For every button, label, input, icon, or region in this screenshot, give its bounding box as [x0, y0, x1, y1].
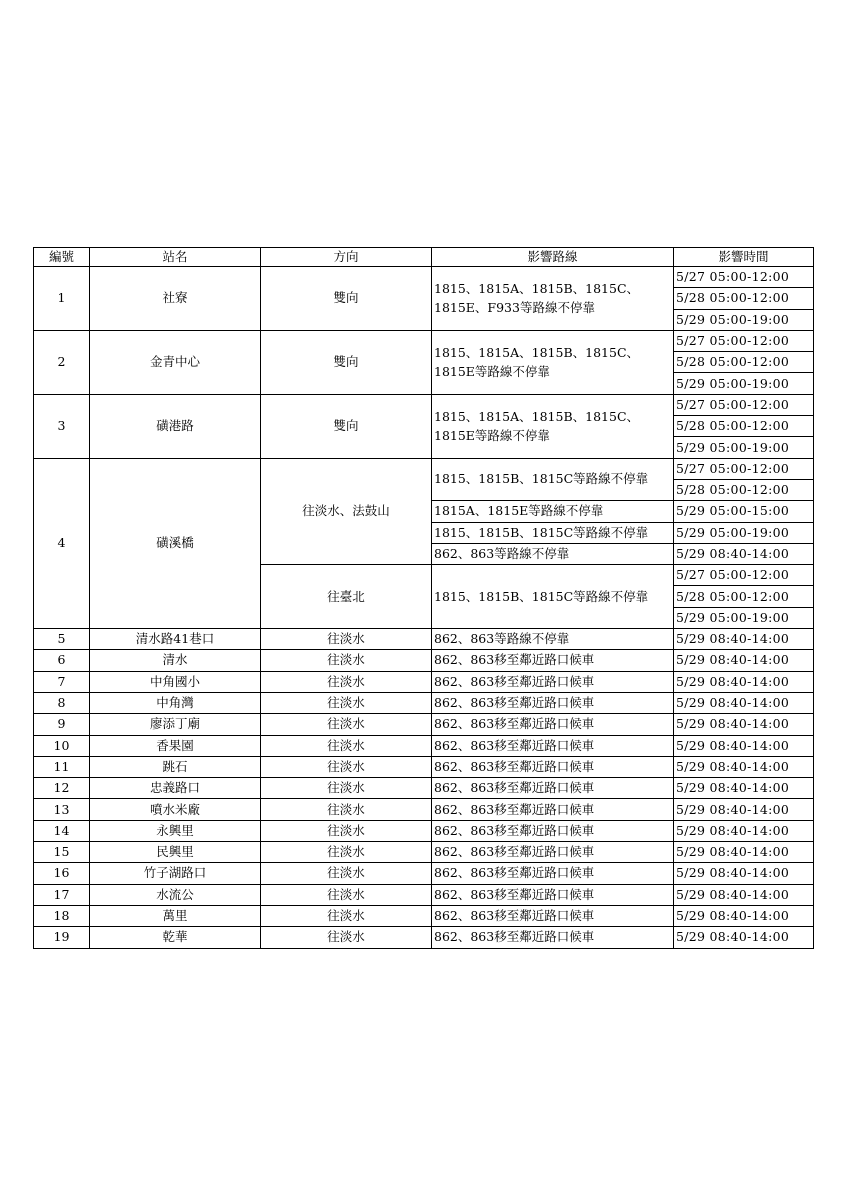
- table-row: [34, 629, 814, 650]
- direction: 往淡水: [261, 629, 432, 650]
- affected-time: 5/27 05:00-12:00: [674, 394, 814, 415]
- table-row: [34, 714, 814, 735]
- table-row: [34, 905, 814, 926]
- affected-time: 5/29 08:40-14:00: [674, 820, 814, 841]
- affected-routes: 862、863移至鄰近路口候車: [432, 842, 674, 863]
- row-number: 15: [34, 842, 90, 863]
- row-number: 13: [34, 799, 90, 820]
- direction: 往淡水: [261, 714, 432, 735]
- affected-routes: 862、863移至鄰近路口候車: [432, 714, 674, 735]
- row-number: 10: [34, 735, 90, 756]
- stop-name: 永興里: [90, 820, 261, 841]
- affected-time: 5/29 05:00-15:00: [674, 501, 814, 522]
- row-number: 3: [34, 394, 90, 458]
- affected-routes: 862、863移至鄰近路口候車: [432, 778, 674, 799]
- table-row: [34, 735, 814, 756]
- header-affected-time: 影響時間: [674, 248, 814, 267]
- direction: 往淡水: [261, 692, 432, 713]
- direction: 雙向: [261, 330, 432, 394]
- direction: 往淡水: [261, 799, 432, 820]
- affected-routes: 1815、1815A、1815B、1815C、1815E、F933等路線不停靠: [432, 267, 674, 331]
- affected-routes: 862、863等路線不停靠: [432, 543, 674, 564]
- affected-routes: 862、863移至鄰近路口候車: [432, 927, 674, 948]
- affected-time: 5/29 08:40-14:00: [674, 778, 814, 799]
- table-row: [34, 267, 814, 288]
- affected-routes: 862、863移至鄰近路口候車: [432, 650, 674, 671]
- affected-routes: 862、863移至鄰近路口候車: [432, 756, 674, 777]
- affected-routes: 862、863移至鄰近路口候車: [432, 884, 674, 905]
- direction: 往淡水: [261, 778, 432, 799]
- affected-routes: 862、863移至鄰近路口候車: [432, 799, 674, 820]
- row-number: 1: [34, 267, 90, 331]
- stop-name: 竹子湖路口: [90, 863, 261, 884]
- table-row: [34, 799, 814, 820]
- row-number: 11: [34, 756, 90, 777]
- affected-time: 5/29 08:40-14:00: [674, 905, 814, 926]
- affected-time: 5/29 08:40-14:00: [674, 735, 814, 756]
- affected-time: 5/27 05:00-12:00: [674, 330, 814, 351]
- table-row: [34, 884, 814, 905]
- affected-routes: 862、863移至鄰近路口候車: [432, 671, 674, 692]
- row-number: 18: [34, 905, 90, 926]
- table-row: [34, 650, 814, 671]
- table-row: [34, 394, 814, 415]
- affected-time: 5/29 08:40-14:00: [674, 756, 814, 777]
- affected-routes: 862、863移至鄰近路口候車: [432, 863, 674, 884]
- affected-routes: 1815、1815A、1815B、1815C、1815E等路線不停靠: [432, 330, 674, 394]
- stop-name: 清水路41巷口: [90, 629, 261, 650]
- stop-name: 清水: [90, 650, 261, 671]
- stop-name: 忠義路口: [90, 778, 261, 799]
- affected-routes: 862、863等路線不停靠: [432, 629, 674, 650]
- affected-time: 5/29 08:40-14:00: [674, 692, 814, 713]
- affected-time: 5/29 08:40-14:00: [674, 799, 814, 820]
- affected-routes: 862、863移至鄰近路口候車: [432, 820, 674, 841]
- table-row: [34, 863, 814, 884]
- direction: 往淡水: [261, 671, 432, 692]
- direction: 往淡水: [261, 650, 432, 671]
- header-number: 編號: [34, 248, 90, 267]
- affected-routes: 1815、1815B、1815C等路線不停靠: [432, 522, 674, 543]
- row-number: 5: [34, 629, 90, 650]
- stop-name: 民興里: [90, 842, 261, 863]
- direction: 往淡水: [261, 756, 432, 777]
- direction: 往淡水、法鼓山: [261, 458, 432, 564]
- affected-time: 5/29 08:40-14:00: [674, 927, 814, 948]
- bus-stop-impact-table: [33, 247, 814, 949]
- table-row: [34, 692, 814, 713]
- row-number: 6: [34, 650, 90, 671]
- affected-routes: 1815、1815A、1815B、1815C、1815E等路線不停靠: [432, 394, 674, 458]
- direction: 往淡水: [261, 842, 432, 863]
- row-number: 4: [34, 458, 90, 628]
- affected-routes: 862、863移至鄰近路口候車: [432, 905, 674, 926]
- stop-name: 香果園: [90, 735, 261, 756]
- row-number: 12: [34, 778, 90, 799]
- table-row: [34, 842, 814, 863]
- row-number: 8: [34, 692, 90, 713]
- direction: 往淡水: [261, 884, 432, 905]
- header-stop-name: 站名: [90, 248, 261, 267]
- affected-time: 5/29 05:00-19:00: [674, 373, 814, 394]
- affected-routes: 1815、1815B、1815C等路線不停靠: [432, 565, 674, 629]
- table-row: [34, 671, 814, 692]
- header-affected-routes: 影響路線: [432, 248, 674, 267]
- row-number: 14: [34, 820, 90, 841]
- direction: 往淡水: [261, 905, 432, 926]
- affected-time: 5/28 05:00-12:00: [674, 352, 814, 373]
- header-direction: 方向: [261, 248, 432, 267]
- direction: 往淡水: [261, 927, 432, 948]
- stop-name: 中角國小: [90, 671, 261, 692]
- table-row: [34, 778, 814, 799]
- affected-time: 5/29 05:00-19:00: [674, 522, 814, 543]
- row-number: 7: [34, 671, 90, 692]
- affected-time: 5/29 05:00-19:00: [674, 309, 814, 330]
- row-number: 17: [34, 884, 90, 905]
- stop-name: 磺港路: [90, 394, 261, 458]
- affected-time: 5/28 05:00-12:00: [674, 288, 814, 309]
- row-number: 16: [34, 863, 90, 884]
- affected-routes: 1815、1815B、1815C等路線不停靠: [432, 458, 674, 501]
- affected-time: 5/29 08:40-14:00: [674, 671, 814, 692]
- affected-time: 5/29 05:00-19:00: [674, 607, 814, 628]
- stop-name: 磺溪橋: [90, 458, 261, 628]
- affected-time: 5/27 05:00-12:00: [674, 458, 814, 479]
- affected-time: 5/29 08:40-14:00: [674, 842, 814, 863]
- affected-time: 5/29 08:40-14:00: [674, 863, 814, 884]
- stop-name: 社寮: [90, 267, 261, 331]
- affected-time: 5/29 08:40-14:00: [674, 650, 814, 671]
- table-row: [34, 458, 814, 479]
- stop-name: 水流公: [90, 884, 261, 905]
- table-row: [34, 330, 814, 351]
- stop-name: 噴水米廠: [90, 799, 261, 820]
- stop-name: 跳石: [90, 756, 261, 777]
- table-row: [34, 820, 814, 841]
- row-number: 2: [34, 330, 90, 394]
- table-row: [34, 756, 814, 777]
- direction: 往淡水: [261, 735, 432, 756]
- affected-routes: 1815A、1815E等路線不停靠: [432, 501, 674, 522]
- affected-time: 5/27 05:00-12:00: [674, 267, 814, 288]
- affected-time: 5/29 08:40-14:00: [674, 714, 814, 735]
- affected-time: 5/28 05:00-12:00: [674, 416, 814, 437]
- direction: 往臺北: [261, 565, 432, 629]
- stop-name: 廖添丁廟: [90, 714, 261, 735]
- stop-name: 萬里: [90, 905, 261, 926]
- affected-time: 5/29 08:40-14:00: [674, 884, 814, 905]
- affected-time: 5/28 05:00-12:00: [674, 586, 814, 607]
- stop-name: 中角灣: [90, 692, 261, 713]
- affected-routes: 862、863移至鄰近路口候車: [432, 692, 674, 713]
- affected-time: 5/29 08:40-14:00: [674, 629, 814, 650]
- affected-time: 5/29 05:00-19:00: [674, 437, 814, 458]
- row-number: 9: [34, 714, 90, 735]
- affected-time: 5/27 05:00-12:00: [674, 565, 814, 586]
- direction: 往淡水: [261, 863, 432, 884]
- direction: 往淡水: [261, 820, 432, 841]
- table-header-row: [34, 248, 814, 267]
- affected-time: 5/28 05:00-12:00: [674, 479, 814, 500]
- affected-time: 5/29 08:40-14:00: [674, 543, 814, 564]
- direction: 雙向: [261, 394, 432, 458]
- stop-name: 金青中心: [90, 330, 261, 394]
- direction: 雙向: [261, 267, 432, 331]
- affected-routes: 862、863移至鄰近路口候車: [432, 735, 674, 756]
- stop-name: 乾華: [90, 927, 261, 948]
- table-row: [34, 927, 814, 948]
- row-number: 19: [34, 927, 90, 948]
